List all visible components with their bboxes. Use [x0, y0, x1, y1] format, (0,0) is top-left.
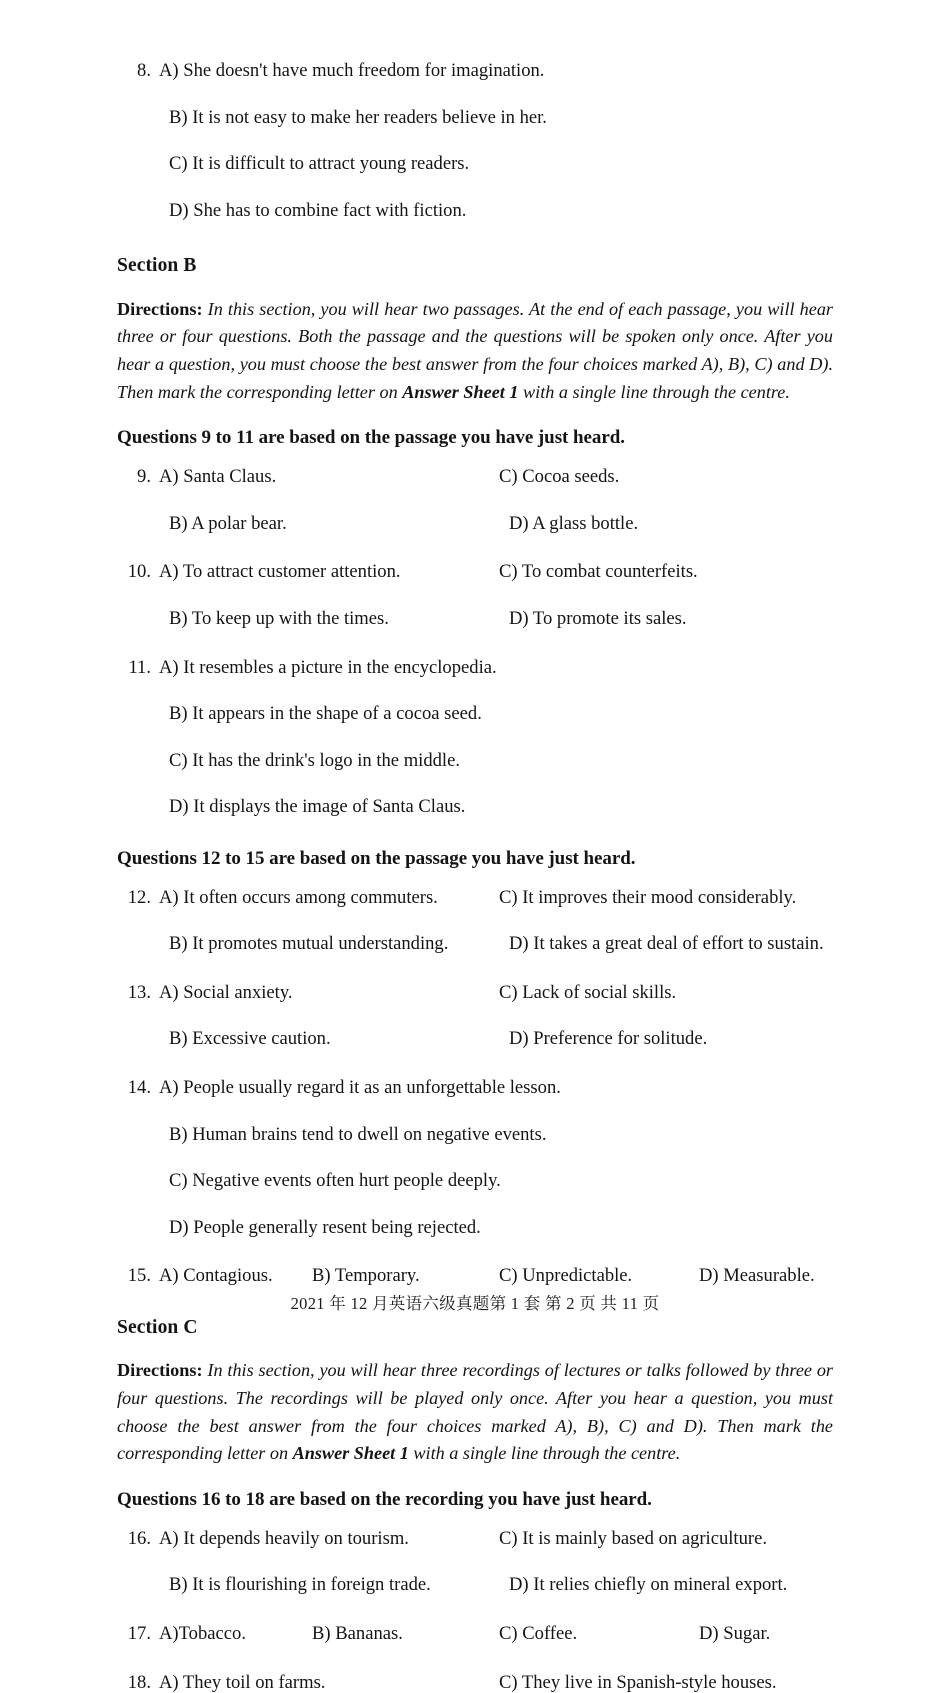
- option-c[interactable]: C) Unpredictable.: [499, 1265, 633, 1287]
- directions-text-part1: In this section, you will hear three recordings of lectures or talks followed by three or four questions. The recordings will be played only once. After you hear a question, you must choose the best answer from the four choices marked A), B), C) and D). Then mark the corresponding letter on: [117, 1360, 833, 1464]
- questions-16-to-18-heading: Questions 16 to 18 are based on the recording you have just heard.: [117, 1489, 652, 1510]
- option-c[interactable]: C) Negative events often hurt people deeply.: [169, 1170, 501, 1192]
- table-row: [117, 749, 833, 771]
- option-d[interactable]: D) Sugar.: [699, 1622, 771, 1644]
- option-d[interactable]: D) She has to combine fact with fiction.: [169, 199, 467, 221]
- table-row: [117, 981, 833, 1003]
- option-a[interactable]: A) It depends heavily on tourism.: [159, 1527, 409, 1549]
- option-c[interactable]: C) They live in Spanish-style houses.: [499, 1671, 777, 1693]
- option-a[interactable]: A) It resembles a picture in the encyclopedia.: [159, 656, 497, 678]
- table-row: [117, 607, 833, 629]
- question-9-block: [117, 468, 833, 533]
- option-b[interactable]: B) Excessive caution.: [169, 1028, 331, 1050]
- question-8-block: [117, 62, 833, 220]
- option-b[interactable]: B) It is flourishing in foreign trade.: [169, 1574, 431, 1596]
- table-row: [117, 705, 833, 724]
- question-number: 9.: [137, 466, 151, 488]
- question-row: [117, 199, 833, 221]
- option-b[interactable]: B) It is not easy to make her readers believe in her.: [169, 106, 547, 128]
- question-number: 17.: [127, 1622, 151, 1644]
- option-a[interactable]: A) Social anxiety.: [159, 981, 293, 1003]
- option-a[interactable]: A) People usually regard it as an unforgettable lesson.: [159, 1077, 561, 1099]
- question-12-block: [117, 886, 833, 955]
- answer-sheet-reference: Answer Sheet 1: [402, 381, 519, 402]
- question-number: 18.: [127, 1671, 151, 1693]
- table-row: [117, 886, 833, 908]
- question-16-block: [117, 1527, 833, 1596]
- option-d[interactable]: D) It displays the image of Santa Claus.: [169, 796, 466, 818]
- option-a[interactable]: A) They toil on farms.: [159, 1671, 326, 1693]
- option-c[interactable]: C) Lack of social skills.: [499, 981, 677, 1003]
- directions-text-part2: with a single line through the centre.: [408, 1443, 681, 1464]
- question-14-block: [117, 1079, 833, 1237]
- option-b[interactable]: B) It promotes mutual understanding.: [169, 933, 449, 955]
- table-row: [117, 1216, 833, 1238]
- option-b[interactable]: B) Bananas.: [312, 1622, 403, 1644]
- page-footer: 2021 年 12 月英语六级真题第 1 套 第 2 页 共 11 页: [290, 1294, 660, 1313]
- option-c[interactable]: C) It is difficult to attract young readers.: [169, 153, 470, 175]
- directions-text-part2: with a single line through the centre.: [518, 381, 790, 402]
- question-number: 8.: [137, 60, 151, 81]
- question-15-block: [117, 1267, 833, 1286]
- question-row: [117, 155, 833, 174]
- table-row: [117, 512, 833, 534]
- question-number: 12.: [127, 886, 151, 908]
- directions-label: Directions:: [117, 298, 203, 319]
- option-d[interactable]: D) Measurable.: [699, 1265, 815, 1287]
- question-row: [117, 62, 833, 81]
- questions-12-to-15-heading: Questions 12 to 15 are based on the passage you have just heard.: [117, 847, 636, 869]
- option-a[interactable]: A) It often occurs among commuters.: [159, 886, 438, 908]
- section-b-directions: [117, 296, 833, 407]
- directions-label: Directions:: [117, 1360, 203, 1381]
- question-number: 15.: [127, 1265, 151, 1287]
- table-row: [117, 1576, 833, 1595]
- questions-9-to-11-heading: Questions 9 to 11 are based on the passage you have just heard.: [117, 427, 625, 449]
- option-b[interactable]: B) Temporary.: [312, 1265, 420, 1287]
- option-b[interactable]: B) It appears in the shape of a cocoa seed.: [169, 703, 482, 725]
- question-10-block: [117, 563, 833, 628]
- option-d[interactable]: D) People generally resent being rejected.: [169, 1216, 481, 1238]
- option-d[interactable]: D) It relies chiefly on mineral export.: [509, 1574, 788, 1596]
- option-d[interactable]: D) Preference for solitude.: [509, 1028, 708, 1050]
- table-row: [117, 1172, 833, 1191]
- option-b[interactable]: B) A polar bear.: [169, 512, 287, 534]
- option-c[interactable]: C) Cocoa seeds.: [499, 466, 620, 488]
- question-17-block: [117, 1622, 833, 1644]
- question-13-block: [117, 981, 833, 1050]
- question-number: 13.: [127, 981, 151, 1003]
- question-number: 14.: [127, 1077, 151, 1099]
- table-row: [117, 563, 833, 582]
- question-11-block: [117, 656, 833, 818]
- option-d[interactable]: D) A glass bottle.: [509, 512, 639, 534]
- table-row: [117, 1671, 833, 1693]
- option-a[interactable]: A) Santa Claus.: [159, 466, 277, 488]
- table-row: [117, 656, 833, 678]
- table-row: [117, 1622, 833, 1644]
- table-row: [117, 1079, 833, 1098]
- option-c[interactable]: C) It has the drink's logo in the middle.: [169, 749, 460, 771]
- option-c[interactable]: C) Coffee.: [499, 1622, 578, 1644]
- option-c[interactable]: C) To combat counterfeits.: [499, 561, 698, 583]
- question-row: [117, 106, 833, 128]
- option-a[interactable]: A) To attract customer attention.: [159, 561, 401, 583]
- table-row: [117, 1030, 833, 1049]
- table-row: [117, 798, 833, 817]
- question-number: 10.: [127, 561, 151, 583]
- directions-text-part1: In this section, you will hear two passages. At the end of each passage, you will hear three or four questions. Both the passage and the questions will be spoken only once. After you hear a question, you must choose the best answer from the four choices marked A), B), C) and D). Then mark the corresponding letter on: [117, 298, 833, 402]
- option-d[interactable]: D) It takes a great deal of effort to sustain.: [509, 933, 824, 955]
- option-b[interactable]: B) Human brains tend to dwell on negative events.: [169, 1123, 547, 1145]
- section-c-directions: [117, 1357, 833, 1468]
- question-18-block: [117, 1671, 833, 1693]
- table-row: [117, 1123, 833, 1145]
- option-a[interactable]: A)Tobacco.: [159, 1622, 246, 1644]
- option-d[interactable]: D) To promote its sales.: [509, 607, 687, 629]
- question-number: 11.: [128, 656, 151, 678]
- answer-sheet-reference: Answer Sheet 1: [292, 1443, 409, 1464]
- option-a[interactable]: A) She doesn't have much freedom for imagination.: [159, 60, 545, 81]
- option-c[interactable]: C) It improves their mood considerably.: [499, 886, 797, 908]
- option-a[interactable]: A) Contagious.: [159, 1265, 273, 1287]
- table-row: [117, 468, 833, 487]
- option-c[interactable]: C) It is mainly based on agriculture.: [499, 1527, 767, 1549]
- table-row: [117, 1527, 833, 1549]
- table-row: [117, 1267, 833, 1286]
- section-c-heading: Section C: [117, 1316, 198, 1338]
- option-b[interactable]: B) To keep up with the times.: [169, 607, 389, 629]
- question-number: 16.: [127, 1527, 151, 1549]
- section-b-heading: Section B: [117, 255, 197, 277]
- table-row: [117, 935, 833, 954]
